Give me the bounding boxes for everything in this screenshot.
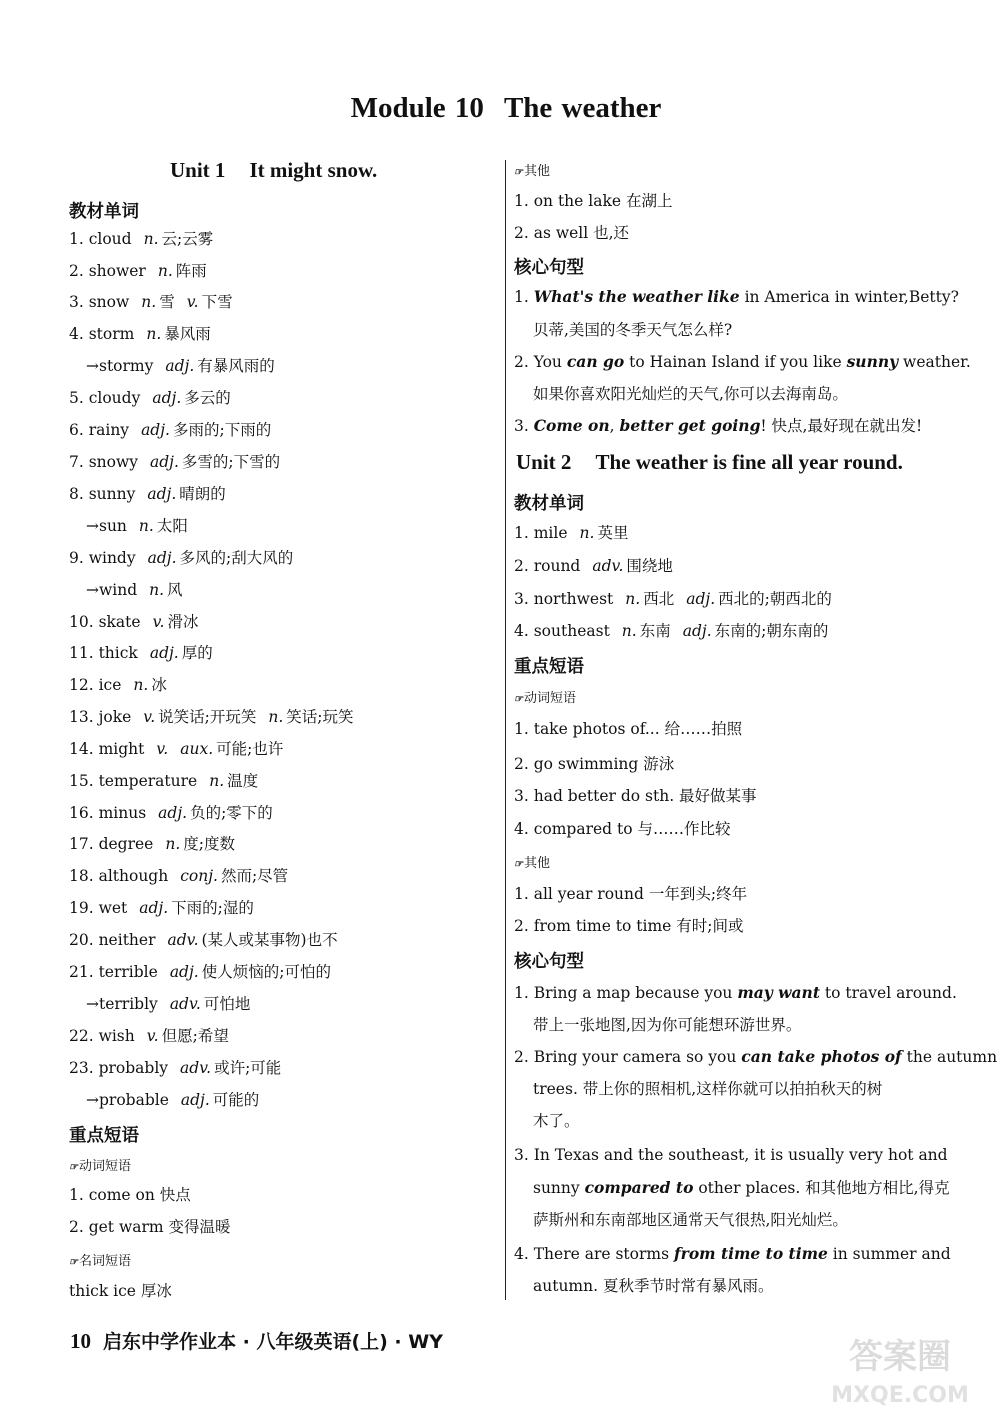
sentence-translation: 贝蒂,美国的冬季天气怎么样? [533,321,733,339]
vocab-word: 2. round [514,557,581,575]
part-of-speech: v. [156,740,169,758]
part-of-speech: n. [165,835,181,853]
list-item: 4. compared to 与……作比较 [514,820,731,838]
part-of-speech: adv. [180,1059,212,1077]
vocab-entry [69,261,207,281]
unit2-verb-phrases-label: ☞ 动词短语 [514,691,576,706]
part-of-speech: v. [143,708,156,726]
unit1-phrases-heading: 重点短语 [69,1126,139,1146]
vocab-word: 4. southeast [514,622,610,640]
vocab-meaning: 太阳 [156,517,188,535]
vocab-entry [69,1026,229,1046]
unit1-verb-phrases-label: ☞ 动词短语 [69,1159,131,1174]
vocab-meaning: 多雨的;下雨的 [172,421,272,439]
part-of-speech: n. [209,772,225,790]
vocab-meaning: 度;度数 [183,835,236,853]
vocab-meaning: (某人或某事物)也不 [201,931,338,949]
vocab-word: 3. snow [69,293,130,311]
vocab-word: 1. cloud [69,230,132,248]
vocab-meaning: 云;云雾 [161,230,214,248]
vocab-word: →wind [86,581,138,599]
page-footer [70,1327,443,1354]
vocab-entry [69,643,213,663]
part-of-speech: n. [146,325,162,343]
vocab-entry [86,356,275,376]
part-of-speech: v. [152,613,165,631]
vocab-entry [69,962,331,982]
vocab-word: 2. shower [69,262,146,280]
vocab-word: →sun [86,517,127,535]
vocab-meaning: 但愿;希望 [161,1027,229,1045]
sentence: 2. Bring your camera so you can take photos of the autumn [514,1047,998,1066]
vocab-word: →terribly [86,995,158,1013]
unit2-title: Unit 2 The weather is fine all year round. [516,450,903,474]
part-of-speech: adv. [169,995,201,1013]
part-of-speech: n. [138,517,154,535]
vocab-word: 11. thick [69,644,138,662]
vocab-word: 16. minus [69,804,147,822]
vocab-entry [69,548,293,568]
marker-icon: ☞ [514,694,522,705]
list-item: 1. come on 快点 [69,1186,191,1204]
vocab-meaning: 东南 [639,622,671,640]
watermark-top-text: 答案圈 [849,1337,951,1377]
sentence: 3. In Texas and the southeast, it is usually very hot and [514,1146,948,1164]
vocab-entry [86,580,183,600]
part-of-speech: n. [621,622,637,640]
vocab-entry [69,834,235,854]
part-of-speech: adv. [167,931,199,949]
vocab-word: 4. storm [69,325,135,343]
sentence: 2. You can go to Hainan Island if you like sunny weather. [514,352,971,371]
page-number: 10 [70,1329,91,1353]
unit1-other-label: ☞ 其他 [514,164,550,179]
vocab-meaning: 有暴风雨的 [197,357,275,375]
vocab-word: 17. degree [69,835,154,853]
list-item: 2. from time to time 有时;间或 [514,917,744,935]
unit1-title: Unit 1 It might snow. [170,158,378,182]
part-of-speech: adj. [152,389,182,407]
sentence: 3. Come on, better get going! 快点,最好现在就出发! [514,416,923,435]
vocab-meaning: 使人烦恼的;可怕的 [201,963,331,981]
sentence: 1. Bring a map because you may want to travel around. [514,983,957,1002]
vocab-entry [86,1090,259,1110]
vocab-meaning: 多风的;刮大风的 [179,549,294,567]
list-item: 2. go swimming 游泳 [514,755,675,773]
vocab-meaning: 笑话;玩笑 [286,708,354,726]
vocab-word: 19. wet [69,899,128,917]
vocab-word: 23. probably [69,1059,169,1077]
vocab-entry [69,898,254,918]
part-of-speech: v. [186,293,199,311]
vocab-word: 1. mile [514,524,568,542]
book-title: 启东中学作业本 · 八年级英语(上) · WY [103,1331,443,1353]
vocab-word: 7. snowy [69,453,139,471]
part-of-speech: adj. [169,963,199,981]
vocab-word: →stormy [86,357,154,375]
part-of-speech: adj. [139,899,169,917]
vocab-word: 12. ice [69,676,122,694]
part-of-speech: adj. [150,453,179,471]
vocab-entry [69,707,354,727]
vocab-entry [69,930,338,950]
watermark-bottom-text: MXQE.COM [831,1383,969,1408]
module-title [0,92,1000,125]
vocab-entry [69,388,231,408]
unit1-sentences-heading: 核心句型 [514,258,584,278]
part-of-speech: adj. [147,549,177,567]
vocab-meaning: 围绕地 [626,557,673,575]
sentence-translation: 如果你喜欢阳光灿烂的天气,你可以去海南岛。 [533,385,848,403]
vocab-entry [69,420,271,440]
vocab-entry [69,452,280,472]
part-of-speech: adj. [682,622,712,640]
vocab-meaning: 晴朗的 [179,485,226,503]
vocab-entry [69,292,233,312]
part-of-speech: n. [625,590,641,608]
column-divider [505,160,506,1300]
module-topic: The weather [503,92,662,124]
list-item: 2. get warm 变得温暖 [69,1218,231,1236]
vocab-word: 18. although [69,867,169,885]
part-of-speech: conj. [180,867,218,885]
vocab-meaning: 西北的;朝西北的 [718,590,832,608]
sentence-continued: autumn. 夏秋季节时常有暴风雨。 [533,1277,774,1295]
unit1-noun-phrases-label: ☞ 名词短语 [69,1254,131,1269]
vocab-meaning: 冰 [151,676,167,694]
sentence-continued: sunny compared to other places. 和其他地方相比,得克 [533,1178,950,1197]
marker-icon: ☞ [514,167,522,178]
vocab-meaning: 说笑话;开玩笑 [158,708,257,726]
list-item: 1. on the lake 在湖上 [514,192,673,210]
part-of-speech: v. [146,1027,159,1045]
vocab-meaning: 可能;也许 [216,740,284,758]
sentence: 1. What's the weather like in America in winter,Betty? [514,287,959,306]
vocab-meaning: 下雨的;湿的 [171,899,254,917]
unit2-vocab-heading: 教材单词 [514,494,584,514]
part-of-speech: adj. [158,804,188,822]
vocab-meaning: 温度 [227,772,259,790]
vocab-entry [69,866,288,886]
vocab-meaning: 多云的 [184,389,231,407]
part-of-speech: adv. [592,557,624,575]
vocab-entry [514,589,832,609]
vocab-meaning: 下雪 [201,293,233,311]
vocab-entry [69,771,258,791]
vocab-word: 15. temperature [69,772,198,790]
vocab-meaning: 英里 [597,524,629,542]
watermark-logo [820,1330,980,1410]
marker-icon: ☞ [514,859,522,870]
part-of-speech: adj. [147,485,177,503]
vocab-word: 14. might [69,740,145,758]
marker-icon: ☞ [69,1257,77,1268]
sentence-continued: 木了。 [533,1112,580,1130]
vocab-meaning: 风 [167,581,183,599]
part-of-speech: n. [141,293,157,311]
part-of-speech: adj. [686,590,716,608]
list-item: 2. as well 也,还 [514,224,630,242]
unit2-other-label: ☞ 其他 [514,856,550,871]
vocab-word: 5. cloudy [69,389,141,407]
vocab-word: 8. sunny [69,485,136,503]
vocab-word: 3. northwest [514,590,614,608]
vocab-word: →probable [86,1091,169,1109]
list-item: 1. take photos of... 给……拍照 [514,720,743,738]
sentence: 4. There are storms from time to time in summer and [514,1244,951,1263]
part-of-speech: n. [157,262,173,280]
vocab-entry [69,612,198,632]
marker-icon: ☞ [69,1162,77,1173]
vocab-entry [69,739,283,759]
unit2-phrases-heading: 重点短语 [514,657,584,677]
vocab-meaning: 多雪的;下雪的 [181,453,281,471]
sentence-continued: 萨斯州和东南部地区通常天气很热,阳光灿烂。 [533,1211,848,1229]
vocab-entry [69,229,213,249]
vocab-meaning: 然而;尽管 [220,867,289,885]
list-item: 3. had better do sth. 最好做某事 [514,787,757,805]
vocab-entry [86,516,188,536]
part-of-speech: n. [579,524,595,542]
sentence-translation: 带上一张地图,因为你可能想环游世界。 [533,1016,802,1034]
part-of-speech: aux. [180,740,214,758]
vocab-word: 6. rainy [69,421,130,439]
vocab-meaning: 暴风雨 [164,325,211,343]
vocab-entry [514,621,828,641]
part-of-speech: n. [268,708,284,726]
part-of-speech: n. [133,676,149,694]
part-of-speech: adj. [180,1091,210,1109]
vocab-entry [514,556,673,576]
part-of-speech: adj. [149,644,179,662]
vocab-word: 10. skate [69,613,141,631]
vocab-meaning: 可怕地 [203,995,251,1013]
sentence-continued: trees. 带上你的照相机,这样你就可以拍拍秋天的树 [533,1080,883,1098]
vocab-meaning: 负的;零下的 [190,804,273,822]
vocab-entry [69,324,211,344]
vocab-meaning: 可能的 [212,1091,260,1109]
vocab-entry [69,1058,281,1078]
vocab-word: 20. neither [69,931,156,949]
part-of-speech: adj. [165,357,195,375]
vocab-word: 9. windy [69,549,136,567]
module-number: Module 10 [350,92,484,124]
vocab-meaning: 阵雨 [175,262,207,280]
part-of-speech: n. [149,581,165,599]
vocab-meaning: 西北 [643,590,675,608]
vocab-entry [69,484,226,504]
vocab-meaning: 雪 [159,293,175,311]
vocab-word: 22. wish [69,1027,135,1045]
unit1-vocab-heading: 教材单词 [69,202,139,222]
vocab-entry [86,994,250,1014]
vocab-word: 21. terrible [69,963,158,981]
vocab-meaning: 厚的 [181,644,213,662]
vocab-word: 13. joke [69,708,132,726]
vocab-meaning: 或许;可能 [214,1059,282,1077]
vocab-entry [514,523,628,543]
vocab-entry [69,675,167,695]
vocab-meaning: 东南的;朝东南的 [714,622,829,640]
vocab-meaning: 滑冰 [167,613,199,631]
unit2-sentences-heading: 核心句型 [514,952,584,972]
part-of-speech: n. [143,230,159,248]
list-item: thick ice 厚冰 [69,1282,172,1300]
part-of-speech: adj. [141,421,170,439]
list-item: 1. all year round 一年到头;终年 [514,885,748,903]
vocab-entry [69,803,273,823]
